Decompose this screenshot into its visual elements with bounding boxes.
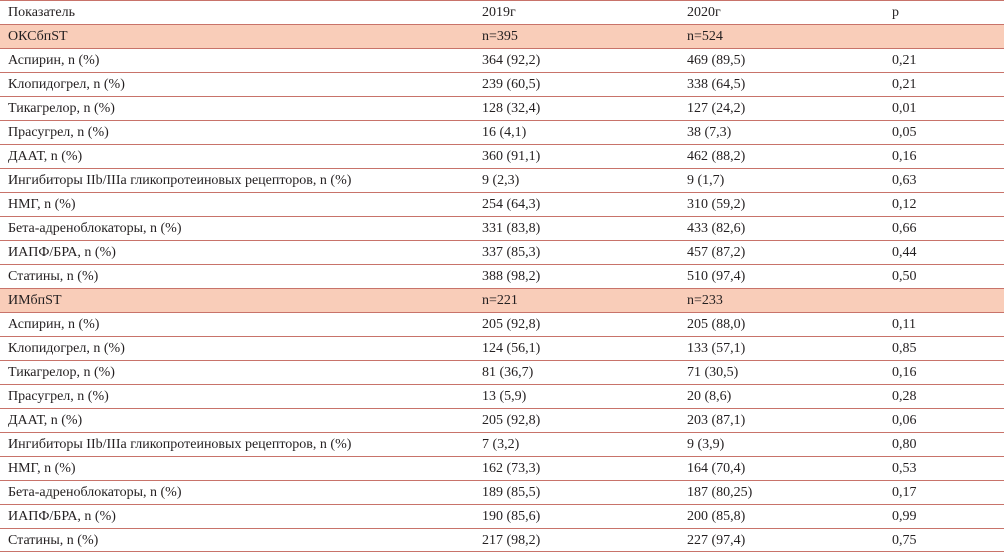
row-indicator: Аспирин, n (%) [8,53,100,68]
group-header-row [0,289,1004,313]
row-indicator: ИАПФ/БРА, n (%) [8,509,116,524]
table-row [0,457,1004,481]
table-row [0,361,1004,385]
row-indicator: ДААТ, n (%) [8,149,83,164]
header-year-2019: 2019г [482,5,516,20]
table-header-row [0,1,1004,25]
row-indicator: Ингибиторы IIb/IIIa гликопротеиновых рецепторов, n (%) [8,173,352,188]
row-p-value: 0,53 [892,461,917,476]
row-value-2020: 227 (97,4) [687,533,746,548]
row-p-value: 0,05 [892,125,917,140]
row-value-2020: 71 (30,5) [687,365,739,380]
row-indicator: Прасугрел, n (%) [8,389,109,404]
row-p-value: 0,80 [892,437,917,452]
table-row [0,73,1004,97]
row-value-2019: 337 (85,3) [482,245,541,260]
row-value-2020: 310 (59,2) [687,197,746,212]
row-indicator: Статины, n (%) [8,269,99,284]
row-value-2020: 462 (88,2) [687,149,746,164]
row-p-value: 0,44 [892,245,917,260]
row-value-2020: 203 (87,1) [687,413,746,428]
row-value-2019: 190 (85,6) [482,509,541,524]
row-p-value: 0,50 [892,269,917,284]
row-value-2019: 205 (92,8) [482,317,541,332]
row-value-2019: 254 (64,3) [482,197,541,212]
table-row [0,313,1004,337]
table-row [0,265,1004,289]
row-value-2019: 16 (4,1) [482,125,527,140]
table-row [0,241,1004,265]
row-value-2019: 13 (5,9) [482,389,527,404]
row-p-value: 0,66 [892,221,917,236]
row-value-2019: 124 (56,1) [482,341,541,356]
row-indicator: Тикагрелор, n (%) [8,365,115,380]
table-row [0,433,1004,457]
row-indicator: Клопидогрел, n (%) [8,341,125,356]
row-value-2019: 81 (36,7) [482,365,534,380]
row-indicator: Тикагрелор, n (%) [8,101,115,116]
row-value-2020: 20 (8,6) [687,389,732,404]
row-p-value: 0,16 [892,365,917,380]
row-indicator: НМГ, n (%) [8,461,76,476]
row-value-2020: 187 (80,25) [687,485,753,500]
row-value-2020: 127 (24,2) [687,101,746,116]
table-row [0,529,1004,552]
table-row [0,385,1004,409]
row-value-2019: 331 (83,8) [482,221,541,236]
group-n-2019: n=221 [482,293,518,308]
row-value-2019: 205 (92,8) [482,413,541,428]
row-p-value: 0,28 [892,389,917,404]
group-name: ИМбпST [8,293,62,308]
row-value-2019: 388 (98,2) [482,269,541,284]
row-value-2020: 200 (85,8) [687,509,746,524]
row-p-value: 0,75 [892,533,917,548]
row-value-2019: 239 (60,5) [482,77,541,92]
row-value-2019: 189 (85,5) [482,485,541,500]
row-p-value: 0,17 [892,485,917,500]
row-value-2020: 457 (87,2) [687,245,746,260]
row-p-value: 0,06 [892,413,917,428]
table-row [0,505,1004,529]
group-header-row [0,25,1004,49]
row-value-2020: 9 (3,9) [687,437,725,452]
row-value-2019: 217 (98,2) [482,533,541,548]
table-row [0,169,1004,193]
row-p-value: 0,21 [892,77,917,92]
table-row [0,193,1004,217]
row-p-value: 0,99 [892,509,917,524]
table-row [0,217,1004,241]
row-indicator: ДААТ, n (%) [8,413,83,428]
header-indicator: Показатель [8,5,75,20]
row-indicator: ИАПФ/БРА, n (%) [8,245,116,260]
row-indicator: Клопидогрел, n (%) [8,77,125,92]
row-value-2020: 469 (89,5) [687,53,746,68]
row-p-value: 0,16 [892,149,917,164]
row-value-2020: 338 (64,5) [687,77,746,92]
row-value-2019: 9 (2,3) [482,173,520,188]
row-indicator: Бета-адреноблокаторы, n (%) [8,221,182,236]
row-p-value: 0,12 [892,197,917,212]
table-row [0,409,1004,433]
row-value-2020: 510 (97,4) [687,269,746,284]
row-p-value: 0,21 [892,53,917,68]
row-value-2019: 360 (91,1) [482,149,541,164]
row-p-value: 0,01 [892,101,917,116]
group-n-2020: n=233 [687,293,723,308]
row-value-2020: 38 (7,3) [687,125,732,140]
row-value-2019: 128 (32,4) [482,101,541,116]
header-p-value: p [892,5,899,20]
group-n-2020: n=524 [687,29,723,44]
row-p-value: 0,85 [892,341,917,356]
row-value-2020: 433 (82,6) [687,221,746,236]
row-value-2019: 364 (92,2) [482,53,541,68]
row-indicator: Бета-адреноблокаторы, n (%) [8,485,182,500]
row-value-2020: 205 (88,0) [687,317,746,332]
table-row [0,97,1004,121]
table-row [0,121,1004,145]
row-p-value: 0,11 [892,317,916,332]
table-row [0,337,1004,361]
row-value-2019: 7 (3,2) [482,437,520,452]
table-row [0,481,1004,505]
row-indicator: НМГ, n (%) [8,197,76,212]
row-value-2019: 162 (73,3) [482,461,541,476]
table-body [0,25,1004,552]
header-year-2020: 2020г [687,5,721,20]
row-indicator: Аспирин, n (%) [8,317,100,332]
group-n-2019: n=395 [482,29,518,44]
row-p-value: 0,63 [892,173,917,188]
group-name: ОКСбпST [8,29,68,44]
row-value-2020: 9 (1,7) [687,173,725,188]
row-indicator: Ингибиторы IIb/IIIa гликопротеиновых рецепторов, n (%) [8,437,352,452]
row-indicator: Статины, n (%) [8,533,99,548]
row-indicator: Прасугрел, n (%) [8,125,109,140]
row-value-2020: 133 (57,1) [687,341,746,356]
table-row [0,145,1004,169]
table-row [0,49,1004,73]
row-value-2020: 164 (70,4) [687,461,746,476]
